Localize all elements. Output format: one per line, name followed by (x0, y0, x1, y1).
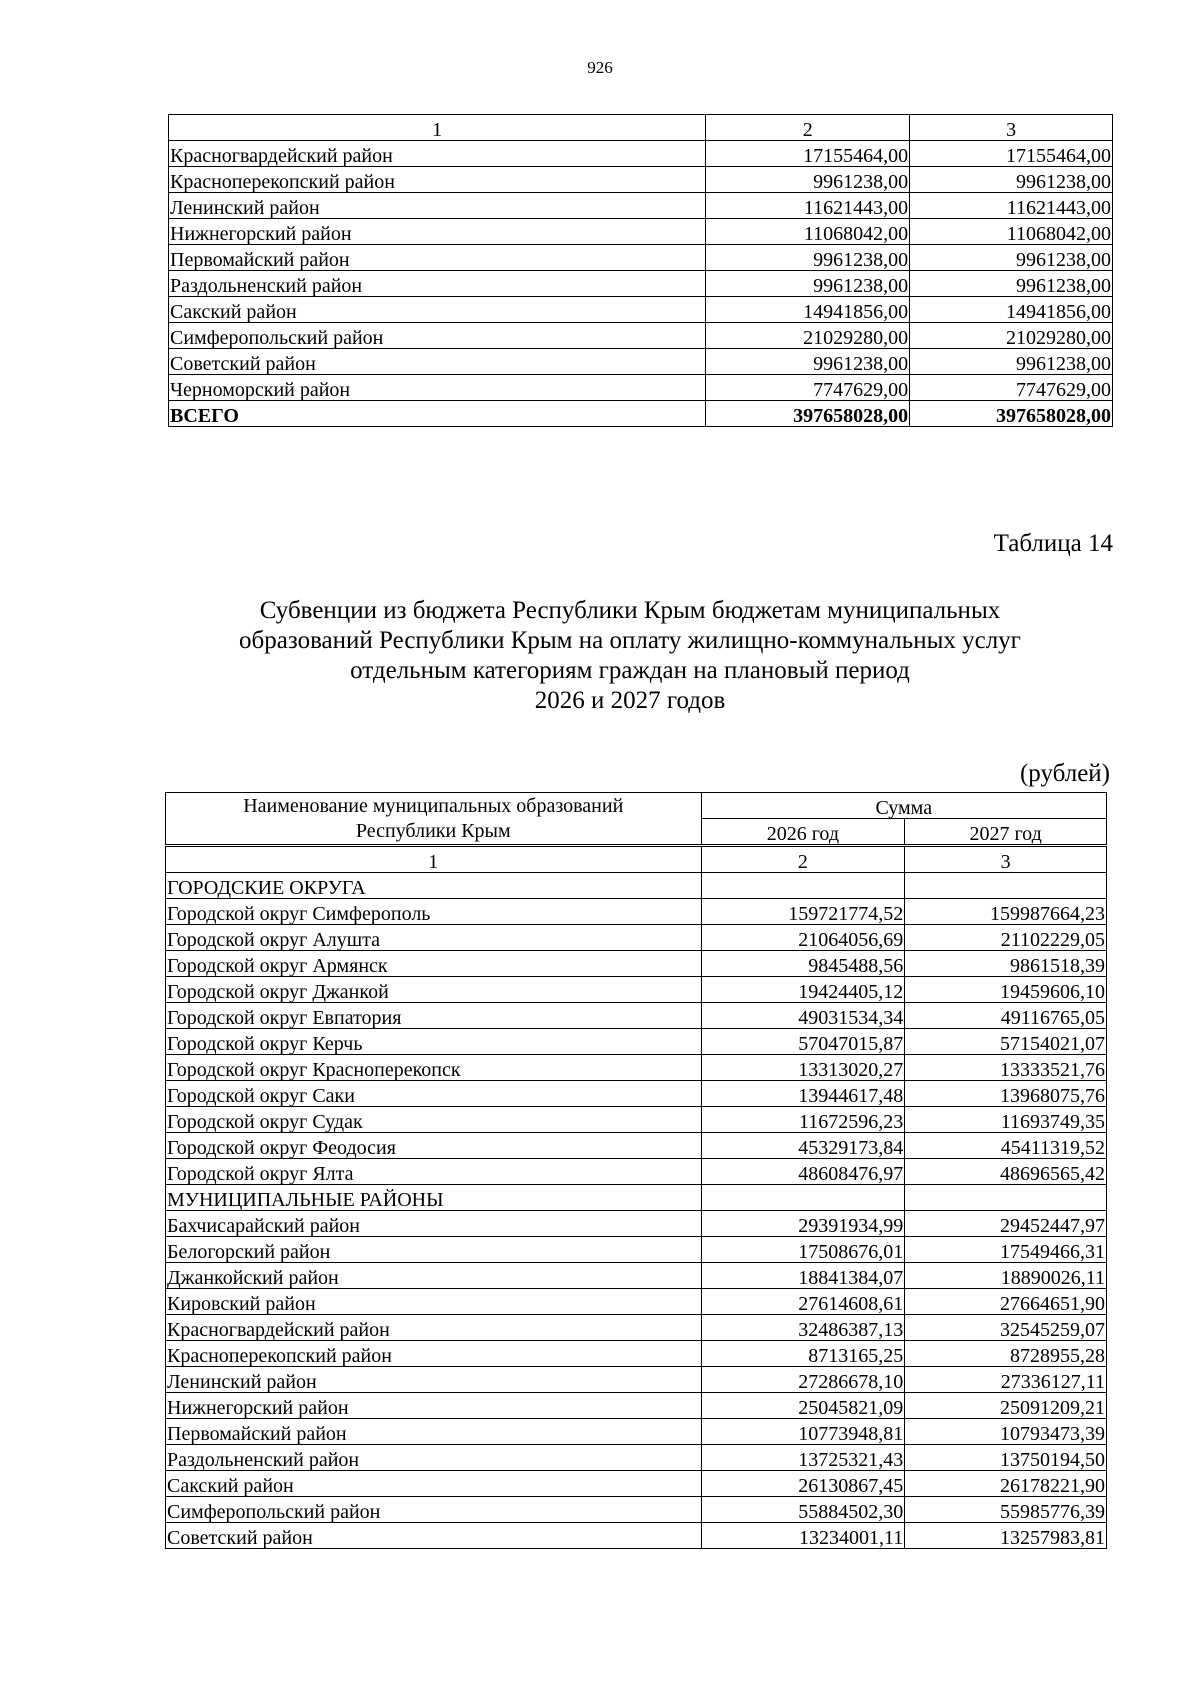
amount-2026: 48608476,97 (701, 1159, 905, 1185)
table-row (166, 925, 1107, 951)
amount-2027: 18890026,11 (905, 1263, 1107, 1289)
total-2027: 397658028,00 (910, 401, 1113, 427)
municipality-name: Первомайский район (166, 1419, 702, 1445)
municipality-name: Городской округ Феодосия (166, 1133, 702, 1159)
column-number: 2 (706, 115, 910, 141)
amount-2027: 27664651,90 (905, 1289, 1107, 1315)
column-number: 1 (169, 115, 706, 141)
municipality-name: Черноморский район (169, 375, 706, 401)
table-row (166, 1081, 1107, 1107)
amount-2026: 11672596,23 (701, 1107, 905, 1133)
amount-2027: 29452447,97 (905, 1211, 1107, 1237)
section-header-row (166, 1185, 1107, 1211)
amount-2027: 48696565,42 (905, 1159, 1107, 1185)
amount-2026: 17155464,00 (706, 141, 910, 167)
amount-2026: 9961238,00 (706, 167, 910, 193)
amount-2027: 13333521,76 (905, 1055, 1107, 1081)
table-row (166, 1471, 1107, 1497)
amount-2026: 13944617,48 (701, 1081, 905, 1107)
empty-cell (701, 1185, 905, 1211)
municipality-name: Городской округ Алушта (166, 925, 702, 951)
amount-2026: 11621443,00 (706, 193, 910, 219)
table-row (166, 1341, 1107, 1367)
table-label: Таблица 14 (993, 530, 1113, 557)
table-row (166, 1107, 1107, 1133)
municipality-name: Симферопольский район (166, 1497, 702, 1523)
amount-2026: 27286678,10 (701, 1367, 905, 1393)
table-row (169, 271, 1113, 297)
municipality-name: Нижнегорский район (166, 1393, 702, 1419)
municipality-name: Городской округ Армянск (166, 951, 702, 977)
amount-2027: 17155464,00 (910, 141, 1113, 167)
table-row (166, 951, 1107, 977)
table-row (166, 899, 1107, 925)
amount-2027: 14941856,00 (910, 297, 1113, 323)
amount-2026: 19424405,12 (701, 977, 905, 1003)
units-label: (рублей) (1019, 760, 1110, 787)
amount-2027: 13750194,50 (905, 1445, 1107, 1471)
table-row (166, 1419, 1107, 1445)
municipality-name: Джанкойский район (166, 1263, 702, 1289)
column-number: 2 (701, 846, 905, 873)
table-row (169, 349, 1113, 375)
column-number: 3 (905, 846, 1107, 873)
amount-2027: 9961238,00 (910, 349, 1113, 375)
amount-2027: 159987664,23 (905, 899, 1107, 925)
municipality-name: Кировский район (166, 1289, 702, 1315)
column-number: 3 (910, 115, 1113, 141)
table-row (166, 1003, 1107, 1029)
table-13-continued (168, 114, 1113, 427)
municipality-name: Сакский район (169, 297, 706, 323)
amount-2026: 9961238,00 (706, 245, 910, 271)
municipality-name: Советский район (169, 349, 706, 375)
municipality-name: Ленинский район (166, 1367, 702, 1393)
amount-2027: 21029280,00 (910, 323, 1113, 349)
amount-2027: 9861518,39 (905, 951, 1107, 977)
total-label: ВСЕГО (169, 401, 706, 427)
table-row (166, 1523, 1107, 1549)
section-title: МУНИЦИПАЛЬНЫЕ РАЙОНЫ (166, 1185, 702, 1211)
amount-2026: 29391934,99 (701, 1211, 905, 1237)
amount-2026: 26130867,45 (701, 1471, 905, 1497)
year-2027-header: 2027 год (905, 819, 1107, 846)
amount-2027: 49116765,05 (905, 1003, 1107, 1029)
amount-2026: 11068042,00 (706, 219, 910, 245)
amount-2027: 11693749,35 (905, 1107, 1107, 1133)
column-number-row (166, 846, 1107, 873)
table-row (166, 1211, 1107, 1237)
table-row (166, 1445, 1107, 1471)
table-title (150, 596, 1110, 716)
empty-cell (701, 873, 905, 899)
amount-2027: 11621443,00 (910, 193, 1113, 219)
municipality-name: Раздольненский район (169, 271, 706, 297)
table-row (169, 245, 1113, 271)
amount-2026: 10773948,81 (701, 1419, 905, 1445)
table-row (166, 1159, 1107, 1185)
amount-2027: 13968075,76 (905, 1081, 1107, 1107)
amount-2027: 25091209,21 (905, 1393, 1107, 1419)
municipality-name: Красноперекопский район (169, 167, 706, 193)
title-line: 2026 и 2027 годов (534, 687, 726, 714)
amount-2026: 55884502,30 (701, 1497, 905, 1523)
table-row (169, 375, 1113, 401)
header-row (166, 793, 1107, 819)
table-row (166, 1055, 1107, 1081)
amount-2027: 13257983,81 (905, 1523, 1107, 1549)
header-line: Наименование муниципальных образований (243, 794, 624, 817)
municipality-name: Красногвардейский район (166, 1315, 702, 1341)
empty-cell (905, 1185, 1107, 1211)
section-title: ГОРОДСКИЕ ОКРУГА (166, 873, 702, 899)
table-row (169, 141, 1113, 167)
municipality-name: Городской округ Керчь (166, 1029, 702, 1055)
amount-2027: 19459606,10 (905, 977, 1107, 1003)
column-number-row (169, 115, 1113, 141)
page-number: 926 (587, 58, 613, 77)
table-row (169, 323, 1113, 349)
municipality-name: Бахчисарайский район (166, 1211, 702, 1237)
table-row (166, 1497, 1107, 1523)
amount-2026: 7747629,00 (706, 375, 910, 401)
table-row (169, 193, 1113, 219)
municipality-name: Городской округ Евпатория (166, 1003, 702, 1029)
municipality-name: Симферопольский район (169, 323, 706, 349)
amount-2026: 159721774,52 (701, 899, 905, 925)
municipality-name: Первомайский район (169, 245, 706, 271)
amount-2027: 17549466,31 (905, 1237, 1107, 1263)
amount-2026: 21029280,00 (706, 323, 910, 349)
sum-header: Сумма (701, 793, 1106, 819)
amount-2027: 57154021,07 (905, 1029, 1107, 1055)
amount-2026: 9961238,00 (706, 271, 910, 297)
municipality-name: Городской округ Красноперекопск (166, 1055, 702, 1081)
amount-2026: 49031534,34 (701, 1003, 905, 1029)
amount-2027: 26178221,90 (905, 1471, 1107, 1497)
header-line: Республики Крым (355, 819, 511, 842)
amount-2026: 13313020,27 (701, 1055, 905, 1081)
amount-2027: 11068042,00 (910, 219, 1113, 245)
municipality-name: Городской округ Симферополь (166, 899, 702, 925)
amount-2027: 21102229,05 (905, 925, 1107, 951)
amount-2027: 8728955,28 (905, 1341, 1107, 1367)
amount-2026: 45329173,84 (701, 1133, 905, 1159)
municipality-name: Белогорский район (166, 1237, 702, 1263)
amount-2026: 32486387,13 (701, 1315, 905, 1341)
section-header-row (166, 873, 1107, 899)
amount-2027: 7747629,00 (910, 375, 1113, 401)
table-row (166, 1315, 1107, 1341)
amount-2027: 9961238,00 (910, 245, 1113, 271)
name-column-header (166, 793, 702, 846)
table-row (169, 167, 1113, 193)
amount-2027: 9961238,00 (910, 167, 1113, 193)
municipality-name: Ленинский район (169, 193, 706, 219)
table-row (166, 1367, 1107, 1393)
municipality-name: Советский район (166, 1523, 702, 1549)
year-2026-header: 2026 год (701, 819, 905, 846)
amount-2026: 9961238,00 (706, 349, 910, 375)
amount-2027: 27336127,11 (905, 1367, 1107, 1393)
amount-2027: 9961238,00 (910, 271, 1113, 297)
municipality-name: Красноперекопский район (166, 1341, 702, 1367)
amount-2027: 55985776,39 (905, 1497, 1107, 1523)
amount-2027: 10793473,39 (905, 1419, 1107, 1445)
municipality-name: Сакский район (166, 1471, 702, 1497)
amount-2026: 25045821,09 (701, 1393, 905, 1419)
municipality-name: Раздольненский район (166, 1445, 702, 1471)
municipality-name: Нижнегорский район (169, 219, 706, 245)
amount-2026: 8713165,25 (701, 1341, 905, 1367)
municipality-name: Городской округ Ялта (166, 1159, 702, 1185)
table-row (166, 1289, 1107, 1315)
amount-2026: 18841384,07 (701, 1263, 905, 1289)
municipality-name: Городской округ Джанкой (166, 977, 702, 1003)
table-row (166, 1133, 1107, 1159)
title-line: образований Республики Крым на оплату жилищно-коммунальных услуг (239, 627, 1021, 654)
table-row (169, 297, 1113, 323)
total-row (169, 401, 1113, 427)
table-row (166, 1237, 1107, 1263)
table-row (166, 1263, 1107, 1289)
total-2026: 397658028,00 (706, 401, 910, 427)
municipality-name: Городской округ Саки (166, 1081, 702, 1107)
column-number: 1 (166, 846, 702, 873)
amount-2026: 14941856,00 (706, 297, 910, 323)
amount-2027: 45411319,52 (905, 1133, 1107, 1159)
amount-2026: 57047015,87 (701, 1029, 905, 1055)
amount-2026: 27614608,61 (701, 1289, 905, 1315)
amount-2026: 17508676,01 (701, 1237, 905, 1263)
amount-2026: 21064056,69 (701, 925, 905, 951)
municipality-name: Красногвардейский район (169, 141, 706, 167)
municipality-name: Городской округ Судак (166, 1107, 702, 1133)
amount-2026: 9845488,56 (701, 951, 905, 977)
title-line: Субвенции из бюджета Республики Крым бюджетам муниципальных (259, 597, 1001, 624)
amount-2026: 13725321,43 (701, 1445, 905, 1471)
table-row (166, 977, 1107, 1003)
table-row (169, 219, 1113, 245)
amount-2027: 32545259,07 (905, 1315, 1107, 1341)
empty-cell (905, 873, 1107, 899)
title-line: отдельным категориям граждан на плановый период (350, 657, 910, 684)
table-14 (165, 792, 1107, 1549)
table-row (166, 1029, 1107, 1055)
table-row (166, 1393, 1107, 1419)
amount-2026: 13234001,11 (701, 1523, 905, 1549)
